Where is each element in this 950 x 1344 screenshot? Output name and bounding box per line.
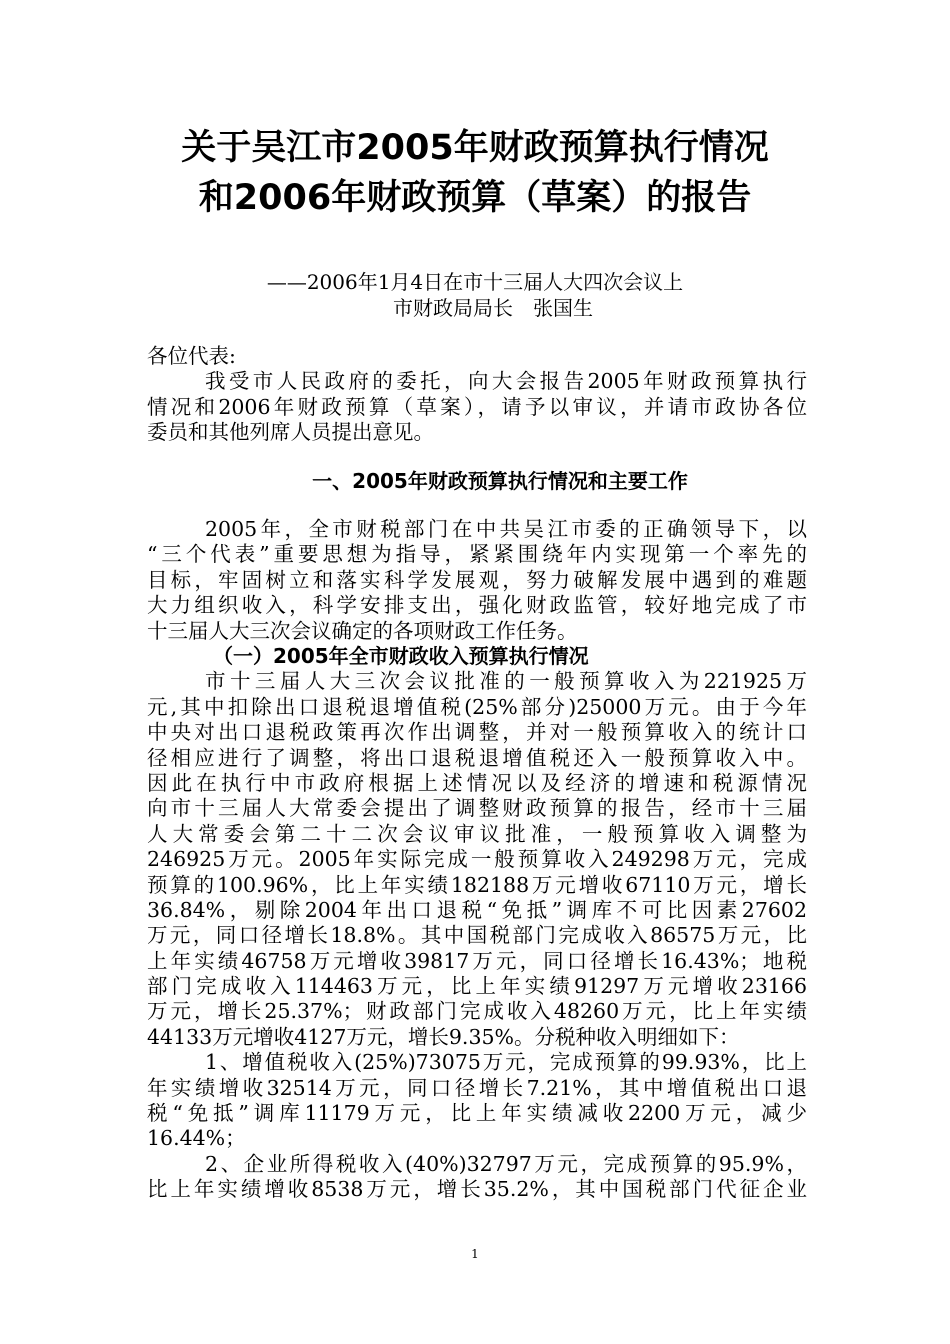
section1-paragraph [147,517,807,644]
item-line: 比上年实绩增收8538万元，增长35.2%，其中国税部门代征企业 [147,1177,807,1202]
subsection-block [147,644,807,1203]
paragraph-line: 预算的100.96%，比上年实绩182188万元增收67110万元，增长 [147,872,807,897]
item-line: 税“免抵”调库11179万元，比上年实绩减收2200万元，减少 [147,1101,807,1126]
paragraph-line: 万元，增长25.37%；财政部门完成收入48260万元，比上年实绩 [147,999,807,1024]
paragraph-line: 部门完成收入114463万元，比上年实绩91297万元增收23166 [147,974,807,999]
subtitle-line-2: 市财政局局长 张国生 [393,296,593,320]
paragraph-line: 市十三届人大三次会议批准的一般预算收入为221925万 [205,669,807,694]
paragraph-line: 元,其中扣除出口退税退增值税(25%部分)25000万元。由于今年 [147,694,807,719]
paragraph-line: 因此在执行中市政府根据上述情况以及经济的增速和税源情况 [147,770,807,795]
subsection-heading: （一）2005年全市财政收入预算执行情况 [213,644,589,668]
paragraph-line: “三个代表”重要思想为指导，紧紧围绕年内实现第一个率先的 [147,542,807,567]
paragraph-line: 2005年，全市财税部门在中共吴江市委的正确领导下，以 [205,517,807,541]
paragraph-line: 36.84%，剔除2004年出口退税“免抵”调库不可比因素27602 [147,897,807,922]
paragraph-line: 万元，同口径增长18.8%。其中国税部门完成收入86575万元，比 [147,923,807,948]
paragraph-line: 向市十三届人大常委会提出了调整财政预算的报告，经市十三届 [147,796,807,821]
intro-block [147,344,807,446]
page-number: 1 [471,1247,479,1261]
item-line: 16.44%； [147,1126,246,1151]
paragraph-line: 人大常委会第二十二次会议审议批准，一般预算收入调整为 [147,821,807,846]
item-line: 2、企业所得税收入(40%)32797万元，完成预算的95.9%， [205,1151,807,1176]
paragraph-line: 大力组织收入，科学安排支出，强化财政监管，较好地完成了市 [147,593,807,618]
paragraph-line: 44133万元增收4127万元，增长9.35%。分税种收入明细如下： [147,1024,740,1049]
paragraph-line: 目标，牢固树立和落实科学发展观，努力破解发展中遇到的难题 [147,567,807,592]
paragraph-line: 上年实绩46758万元增收39817万元，同口径增长16.43%；地税 [147,948,807,973]
paragraph-line: 246925万元。2005年实际完成一般预算收入249298万元，完成 [147,847,807,872]
item-line: 年实绩增收32514万元，同口径增长7.21%，其中增值税出口退 [147,1075,807,1100]
intro-line: 委员和其他列席人员提出意见。 [147,420,434,445]
intro-line: 我受市人民政府的委托，向大会报告2005年财政预算执行 [205,369,807,394]
paragraph-line: 中央对出口退税政策再次作出调整，并对一般预算收入的统计口 [147,720,807,745]
salutation: 各位代表: [147,344,236,368]
item-line: 1、增值税收入(25%)73075万元，完成预算的99.93%，比上 [205,1050,807,1075]
document-title-line-1: 关于吴江市2005年财政预算执行情况 [181,128,769,168]
intro-line: 情况和2006年财政预算（草案），请予以审议，并请市政协各位 [147,394,807,419]
document-title-line-2: 和2006年财政预算（草案）的报告 [198,178,752,218]
paragraph-line: 径相应进行了调整，将出口退税退增值税还入一般预算收入中。 [147,745,807,770]
subtitle-line-1: ——2006年1月4日在市十三届人大四次会议上 [266,270,684,294]
section-heading: 一、2005年财政预算执行情况和主要工作 [312,469,688,493]
paragraph-line: 十三届人大三次会议确定的各项财政工作任务。 [147,618,578,643]
